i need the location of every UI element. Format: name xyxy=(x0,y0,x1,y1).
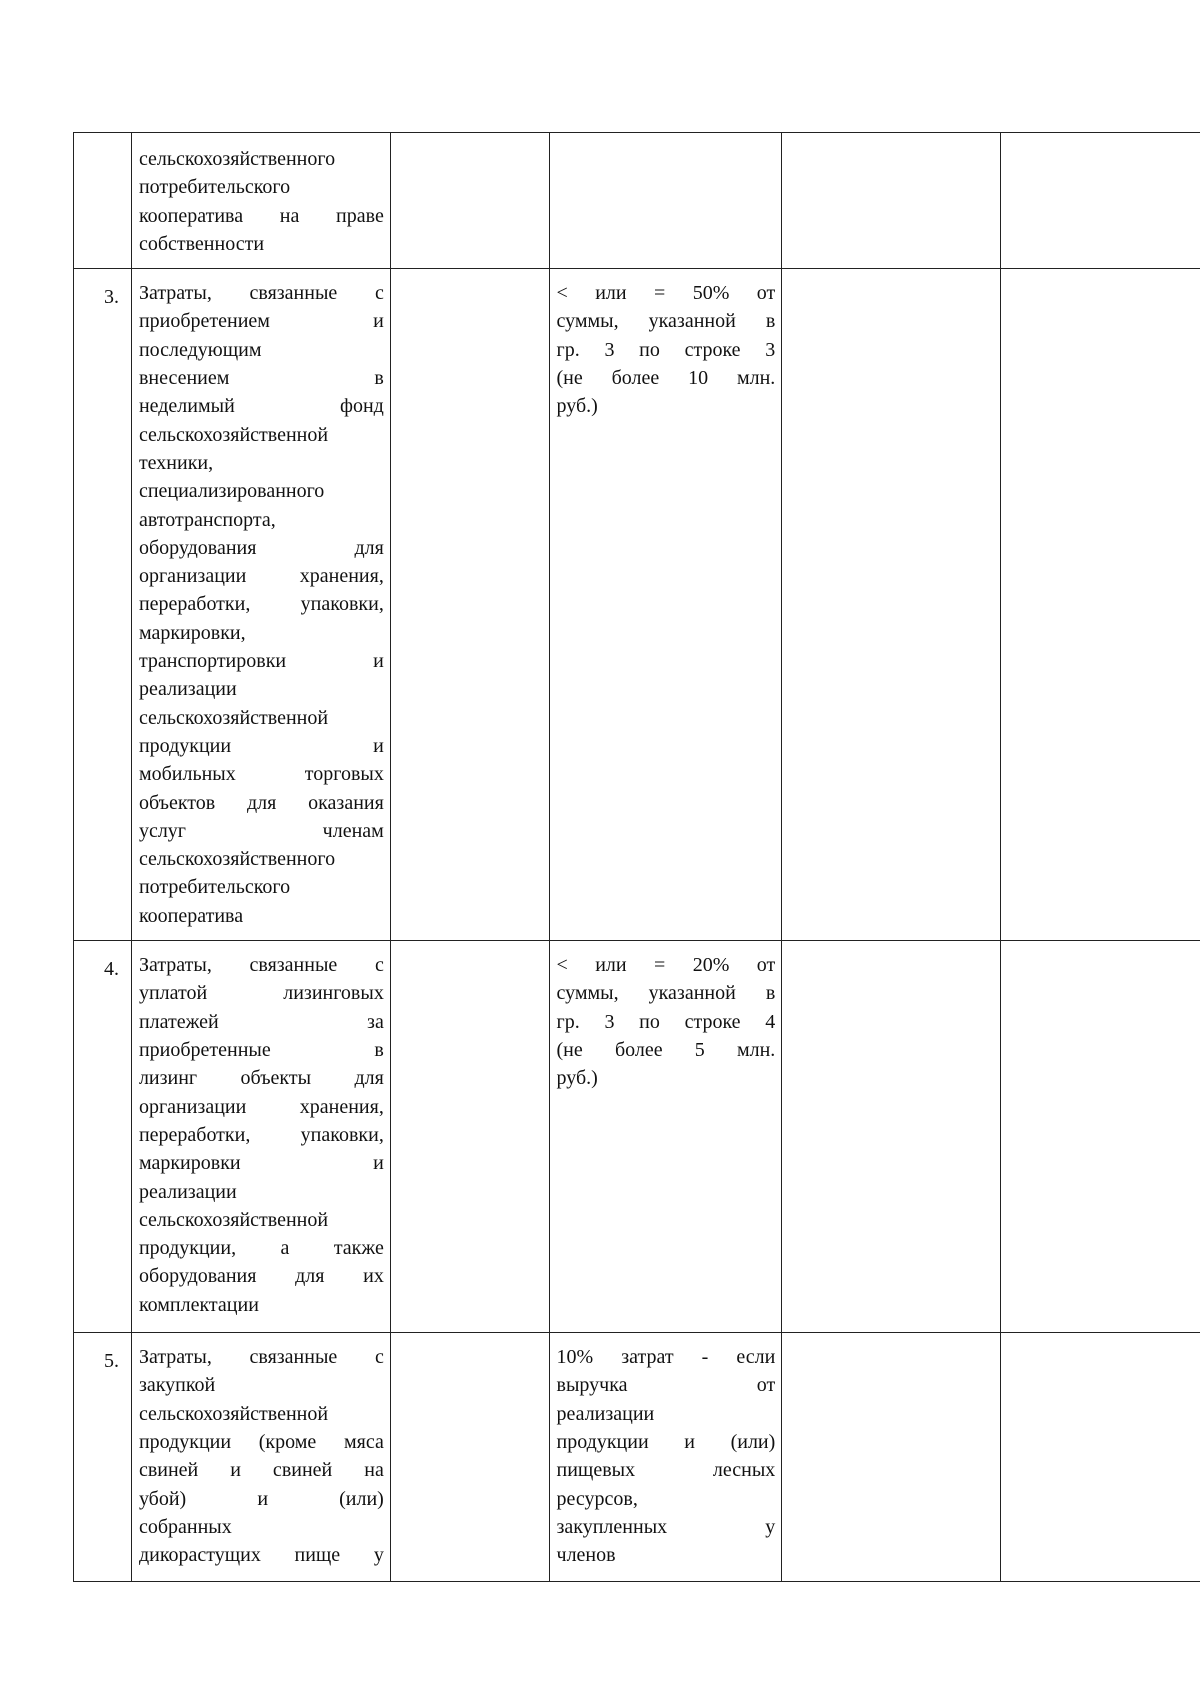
row-number: 3. xyxy=(74,269,132,941)
description-line: продукции и xyxy=(138,734,384,757)
description-line: специализированного xyxy=(138,480,325,503)
description-line: убой) и (или) xyxy=(138,1487,384,1510)
cost-description xyxy=(131,941,390,1333)
limit-line: гр. 3 по строке 3 xyxy=(556,338,776,361)
description-line: услуг членам xyxy=(138,819,384,842)
costs-table xyxy=(73,132,1200,1582)
table-row xyxy=(74,1333,1200,1582)
limit-line: суммы, указанной в xyxy=(556,982,776,1005)
description-line: собранных xyxy=(138,1515,232,1538)
description-line: переработки, упаковки, xyxy=(138,1123,384,1146)
description-line: оборудования для xyxy=(138,536,384,559)
description-line: дикорастущих пище у xyxy=(138,1544,384,1567)
limit-line: пищевых лесных xyxy=(556,1459,776,1482)
description-line: закупкой xyxy=(138,1374,216,1397)
description-line: кооператива xyxy=(138,904,244,927)
description-line: комплектации xyxy=(138,1293,259,1316)
description-line: техники, xyxy=(138,451,214,474)
empty-cell xyxy=(782,1333,1001,1582)
limit-line: выручка от xyxy=(556,1374,776,1397)
description-line: продукции, а также xyxy=(138,1237,384,1260)
description-line: свиней и свиней на xyxy=(138,1459,384,1482)
limit-line: членов xyxy=(556,1544,616,1567)
limit-line: закупленных у xyxy=(556,1515,776,1538)
description-line: сельскохозяйственной xyxy=(138,1208,329,1231)
description-line: потребительского xyxy=(138,876,291,899)
row-number xyxy=(74,133,132,269)
description-line: кооператива на праве xyxy=(138,204,384,227)
limit-cell xyxy=(549,941,782,1333)
cost-description xyxy=(131,269,390,941)
description-line: реализации xyxy=(138,1180,237,1203)
table-row xyxy=(74,941,1200,1333)
description-line: объектов для оказания xyxy=(138,791,384,814)
description-line: маркировки и xyxy=(138,1152,384,1175)
description-line: организации хранения, xyxy=(138,565,384,588)
empty-cell xyxy=(390,1333,549,1582)
description-line: продукции (кроме мяса xyxy=(138,1431,384,1454)
empty-cell xyxy=(782,133,1001,269)
limit-cell xyxy=(549,133,782,269)
description-line: последующим xyxy=(138,338,262,361)
empty-cell xyxy=(1000,941,1200,1333)
empty-cell xyxy=(1000,1333,1200,1582)
description-line: Затраты, связанные с xyxy=(138,282,384,305)
table-row xyxy=(74,133,1200,269)
description-line: маркировки, xyxy=(138,621,246,644)
description-line: внесением в xyxy=(138,367,384,390)
description-line: неделимый фонд xyxy=(138,395,384,418)
empty-cell xyxy=(390,941,549,1333)
description-line: приобретением и xyxy=(138,310,384,333)
limit-line: руб.) xyxy=(556,395,598,418)
description-line: автотранспорта, xyxy=(138,508,276,531)
table-row xyxy=(74,269,1200,941)
description-line: мобильных торговых xyxy=(138,763,384,786)
limit-line: суммы, указанной в xyxy=(556,310,776,333)
limit-cell xyxy=(549,269,782,941)
description-line: уплатой лизинговых xyxy=(138,982,384,1005)
description-line: транспортировки и xyxy=(138,650,384,673)
row-number: 5. xyxy=(74,1333,132,1582)
empty-cell xyxy=(782,941,1001,1333)
description-line: потребительского xyxy=(138,176,291,199)
cost-description xyxy=(131,1333,390,1582)
empty-cell xyxy=(1000,269,1200,941)
row-number: 4. xyxy=(74,941,132,1333)
description-line: оборудования для их xyxy=(138,1265,384,1288)
description-line: Затраты, связанные с xyxy=(138,954,384,977)
limit-line: реализации xyxy=(556,1402,655,1425)
limit-line: ресурсов, xyxy=(556,1487,638,1510)
description-line: собственности xyxy=(138,232,265,255)
description-line: организации хранения, xyxy=(138,1095,384,1118)
description-line: приобретенные в xyxy=(138,1039,384,1062)
limit-line: гр. 3 по строке 4 xyxy=(556,1010,776,1033)
empty-cell xyxy=(1000,133,1200,269)
description-line: сельскохозяйственного xyxy=(138,848,336,871)
empty-cell xyxy=(782,269,1001,941)
empty-cell xyxy=(390,269,549,941)
description-line: Затраты, связанные с xyxy=(138,1346,384,1369)
description-line: лизинг объекты для xyxy=(138,1067,384,1090)
limit-line: (не более 10 млн. xyxy=(556,367,776,390)
description-line: сельскохозяйственного xyxy=(138,148,336,170)
empty-cell xyxy=(390,133,549,269)
limit-line: продукции и (или) xyxy=(556,1431,776,1454)
description-line: сельскохозяйственной xyxy=(138,706,329,729)
description-line: переработки, упаковки, xyxy=(138,593,384,616)
limit-line: < или = 20% от xyxy=(556,954,776,977)
limit-cell xyxy=(549,1333,782,1582)
description-line: реализации xyxy=(138,678,237,701)
description-line: сельскохозяйственной xyxy=(138,423,329,446)
description-line: сельскохозяйственной xyxy=(138,1402,329,1425)
cost-description xyxy=(131,133,390,269)
description-line: платежей за xyxy=(138,1010,384,1033)
limit-line: < или = 50% от xyxy=(556,282,776,305)
limit-line: (не более 5 млн. xyxy=(556,1039,776,1062)
limit-line: руб.) xyxy=(556,1067,598,1090)
limit-line: 10% затрат - если xyxy=(556,1346,776,1369)
